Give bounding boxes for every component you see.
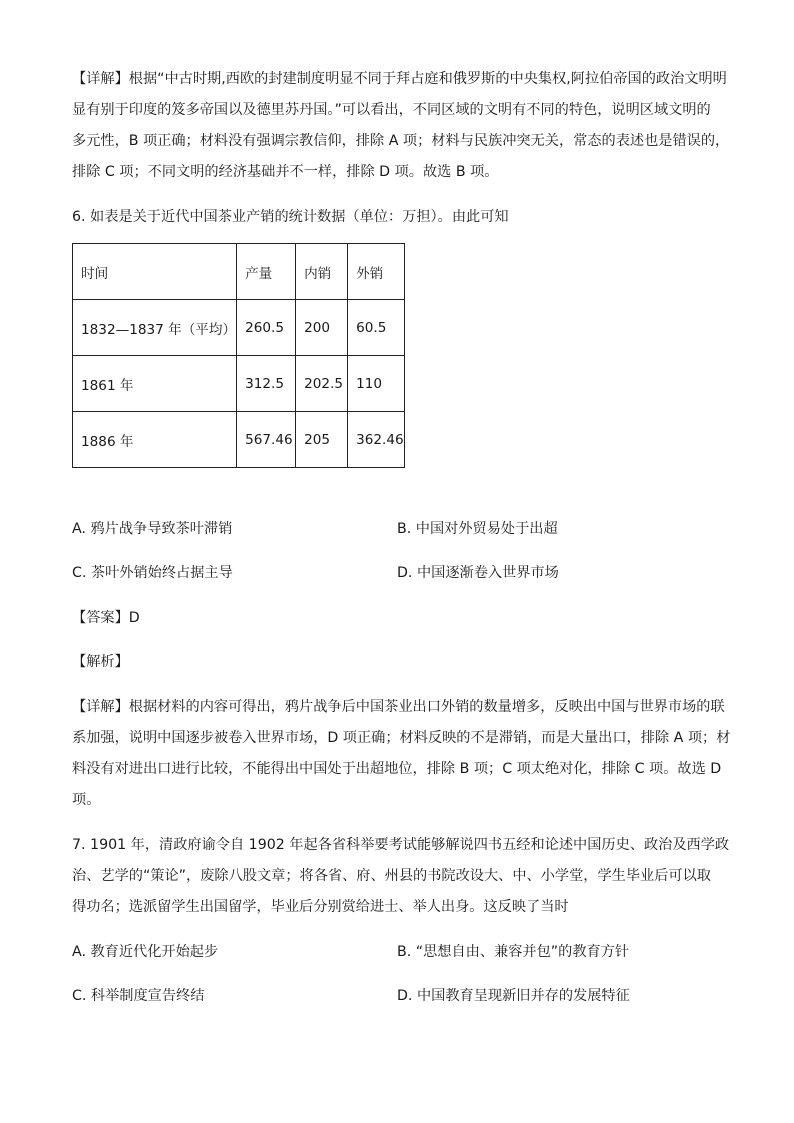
detail-tag: 【详解】 bbox=[72, 71, 129, 87]
header-cell: 产量 bbox=[237, 244, 296, 300]
q7-option-b: B. “思想自由、兼容并包”的教育方针 bbox=[397, 944, 630, 960]
q6-option-c: C. 茶叶外销始终占据主导 bbox=[72, 565, 233, 581]
q6-option-a: A. 鸦片战争导致茶叶滞销 bbox=[72, 521, 233, 537]
q6-detail-line-4: 项。 bbox=[72, 792, 101, 808]
q6-detail-line-3: 料没有对进出口进行比较，不能得出中国处于出超地位，排除 B 项；C 项太绝对化，排除 C 项。故选 D bbox=[72, 761, 722, 777]
table-row bbox=[73, 356, 405, 412]
q5-detail-line-3: 多元性，B 项正确；材料没有强调宗教信仰，排除 A 项；材料与民族冲突无关，常态的表述也是错误的， bbox=[72, 133, 730, 149]
table-row bbox=[73, 412, 405, 468]
table-cell: 110 bbox=[348, 356, 405, 412]
header-cell: 外销 bbox=[348, 244, 405, 300]
table-cell: 205 bbox=[296, 412, 348, 468]
q5-detail-line-4: 排除 C 项；不同文明的经济基础并不一样，排除 D 项。故选 B 项。 bbox=[72, 164, 499, 180]
q6-analysis-heading: 【解析】 bbox=[72, 654, 129, 670]
q7-stem-line-3: 得功名；选派留学生出国留学，毕业后分别赏给进士、举人出身。这反映了当时 bbox=[72, 899, 569, 915]
q7-stem-line-2: 治、艺学的“策论”，废除八股文章；将各省、府、州县的书院改设大、中、小学堂，学生毕业后可以取 bbox=[72, 868, 711, 884]
q6-stem: 6. 如表是关于近代中国茶业产销的统计数据（单位：万担）。由此可知 bbox=[72, 209, 509, 225]
q7-option-d: D. 中国教育呈现新旧并存的发展特征 bbox=[397, 988, 630, 1004]
table-cell: 567.46 bbox=[237, 412, 296, 468]
header-cell: 内销 bbox=[296, 244, 348, 300]
q7-stem-line-1: 7. 1901 年，清政府谕令自 1902 年起各省科举要考试能够解说四书五经和论述中国历史、政治及西学政 bbox=[72, 837, 730, 853]
table-cell: 362.46 bbox=[348, 412, 405, 468]
table-header-row bbox=[73, 244, 405, 300]
header-cell: 时间 bbox=[73, 244, 237, 300]
table-cell: 60.5 bbox=[348, 300, 405, 356]
q5-detail-line-2: 显有别于印度的笈多帝国以及德里苏丹国。”可以看出，不同区域的文明有不同的特色，说明区域文明的 bbox=[72, 102, 711, 118]
table-cell: 312.5 bbox=[237, 356, 296, 412]
q6-detail-line-2: 系加强，说明中国逐步被卷入世界市场，D 项正确；材料反映的不是滞销，而是大量出口，排除 A 项；材 bbox=[72, 730, 731, 746]
q5-detail-line-1: 【详解】根据“中古时期,西欧的封建制度明显不同于拜占庭和俄罗斯的中央集权,阿拉伯帝国的政治文明明 bbox=[72, 71, 727, 87]
table-cell: 200 bbox=[296, 300, 348, 356]
q6-option-b: B. 中国对外贸易处于出超 bbox=[397, 521, 558, 537]
table-cell: 1832—1837 年（平均） bbox=[73, 300, 237, 356]
q6-answer: 【答案】D bbox=[72, 610, 140, 626]
table-cell: 202.5 bbox=[296, 356, 348, 412]
tea-statistics-table bbox=[72, 243, 405, 468]
table-row bbox=[73, 300, 405, 356]
table-cell: 260.5 bbox=[237, 300, 296, 356]
table-cell: 1886 年 bbox=[73, 412, 237, 468]
table-cell: 1861 年 bbox=[73, 356, 237, 412]
q7-option-c: C. 科举制度宣告终结 bbox=[72, 988, 205, 1004]
q6-detail-line-1: 【详解】根据材料的内容可得出，鸦片战争后中国茶业出口外销的数量增多，反映出中国与世界市场的联 bbox=[72, 699, 725, 715]
q6-option-d: D. 中国逐渐卷入世界市场 bbox=[397, 565, 559, 581]
q7-option-a: A. 教育近代化开始起步 bbox=[72, 944, 219, 960]
detail-tag: 【详解】 bbox=[72, 699, 129, 715]
